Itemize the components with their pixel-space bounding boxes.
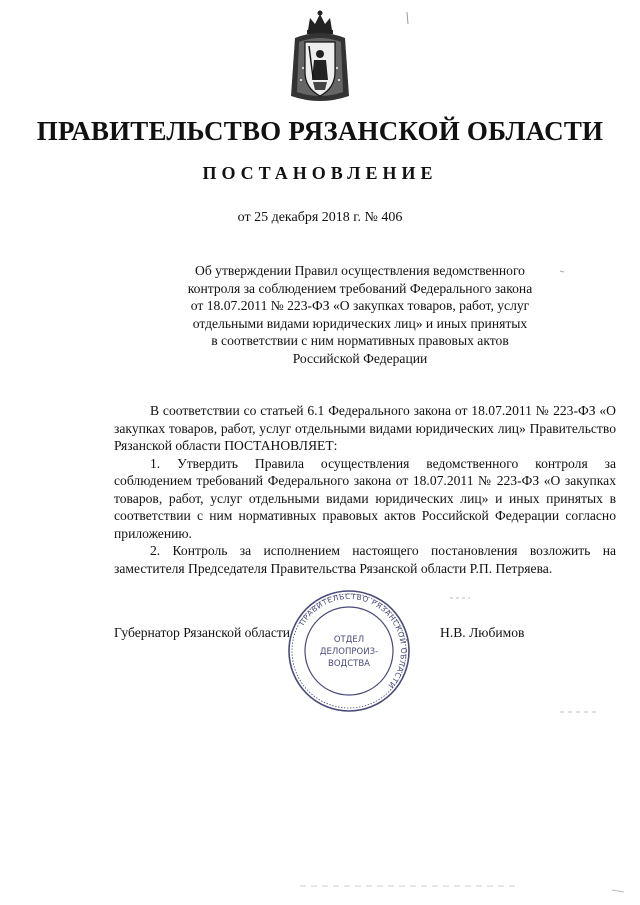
document-type: ПОСТАНОВЛЕНИЕ	[202, 163, 438, 183]
document-body	[114, 402, 616, 577]
subject-line: Российской Федерации	[292, 350, 428, 366]
stamp-inner-line: ОТДЕЛ	[333, 635, 365, 645]
document-subject	[150, 262, 570, 367]
government-title: ПРАВИТЕЛЬСТВО РЯЗАНСКОЙ ОБЛАСТИ	[36, 116, 604, 146]
coat-of-arms-icon	[285, 8, 355, 108]
document-date: от 25 декабря 2018 г. № 406	[237, 210, 403, 225]
subject-line: отдельными видами юридических лиц» и иных принятых	[192, 315, 528, 331]
subject-line: Об утверждении Правил осуществления ведомственного	[195, 263, 525, 278]
clause-1-paragraph: 1. Утвердить Правила осуществления ведомственного контроля за соблюдением требований Федерального закона от 18.07.2011 № 223-ФЗ «О закупках товаров, работ, услуг отдельными видами юридических лиц» и иных принятых в соответствии с ним нормативных правовых актов Российской Федерации согласно приложению.	[114, 455, 616, 541]
stamp-inner-line: ВОДСТВА	[328, 659, 370, 669]
clause-2-paragraph: 2. Контроль за исполнением настоящего постановления возложить на заместителя Председателя Правительства Рязанской области Р.П. Петряева.	[114, 543, 616, 576]
stamp-outer-text: ПРАВИТЕЛЬСТВО РЯЗАНСКОЙ ОБЛАСТИ	[297, 591, 409, 691]
office-stamp-icon	[286, 588, 412, 714]
stamp-inner-line: ДЕЛОПРОИЗ-	[319, 647, 379, 657]
subject-line: в соответствии с ним нормативных правовых актов	[211, 333, 509, 348]
signatory-position: Губернатор Рязанской области	[114, 625, 291, 640]
subject-line: контроля за соблюдением требований Федерального закона	[187, 280, 533, 296]
signatory-name: Н.В. Любимов	[440, 625, 525, 640]
preamble-paragraph: В соответствии со статьей 6.1 Федерального закона от 18.07.2011 № 223-ФЗ «О закупках товаров, работ, услуг отдельными видами юридических лиц» Правительство Рязанской области ПОСТАНОВЛЯЕТ:	[114, 403, 616, 453]
subject-line: от 18.07.2011 № 223-ФЗ «О закупках товаров, работ, услуг	[190, 298, 530, 313]
